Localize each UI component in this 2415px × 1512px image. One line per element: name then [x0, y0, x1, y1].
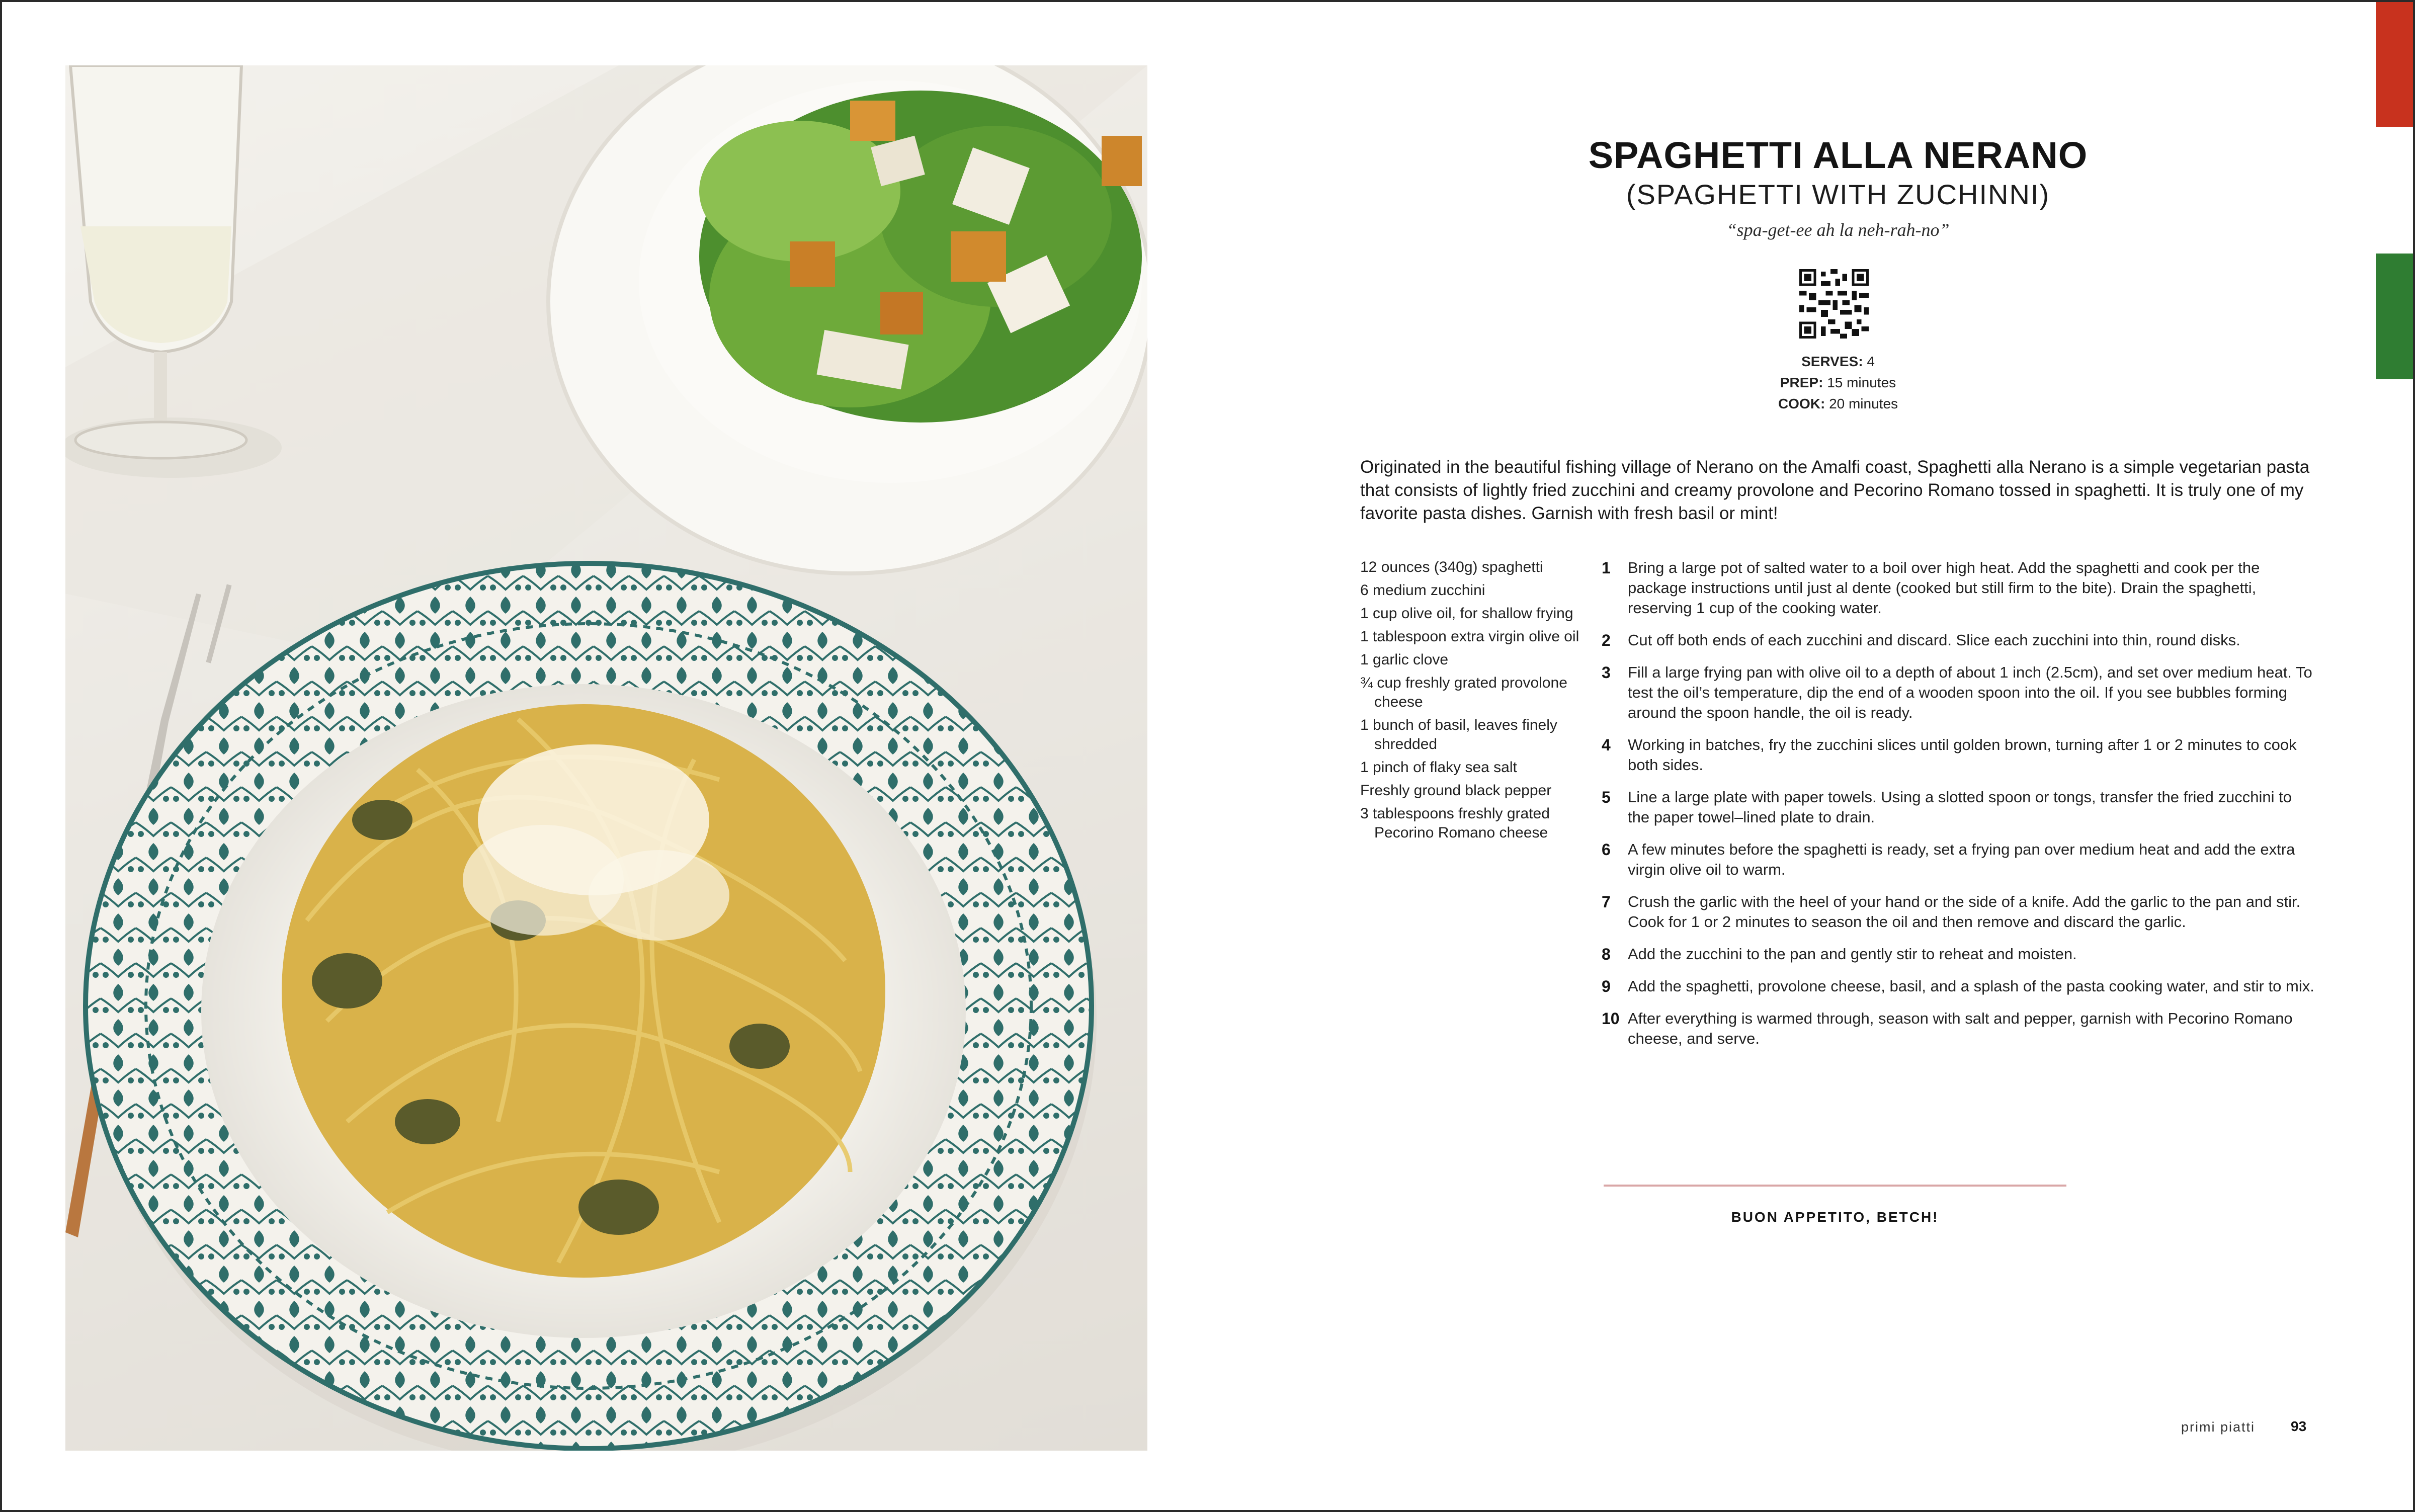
- instruction-step: [1602, 1009, 2316, 1049]
- recipe-intro: Originated in the beautiful fishing village of Nerano on the Amalfi coast, Spaghetti alla Nerano is a simple vegetarian pasta that consists of lightly fried zucchini and creamy provolone and Pecorino Romano tossed in spaghetti. It is truly one of my favorite pasta dishes. Garnish with fresh basil or mint!: [1360, 457, 2310, 523]
- step-text: After everything is warmed through, season with salt and pepper, garnish with Pecorino Romano cheese, and serve.: [1628, 1010, 2293, 1047]
- step-text: Crush the garlic with the heel of your hand or the side of a knife. Add the garlic to the pan and stir. Cook for 1 or 2 minutes to season the oil and then remove and discard the garlic.: [1628, 893, 2301, 931]
- cook-value: 20 minutes: [1829, 396, 1898, 411]
- instruction-step: [1602, 558, 2316, 618]
- recipe-meta: [1360, 351, 2316, 414]
- pronunciation: “spa-get-ee ah la neh-rah-no”: [1726, 220, 1950, 240]
- recipe-photo: [65, 65, 1147, 1451]
- instruction-step: [1602, 976, 2316, 996]
- serves-line: [1360, 351, 2316, 372]
- instruction-step: [1602, 787, 2316, 827]
- ingredient-item: 1 garlic clove: [1360, 651, 1449, 668]
- recipe-title: SPAGHETTI ALLA NERANO: [1588, 134, 2088, 176]
- instruction-step: [1602, 662, 2316, 723]
- prep-label: PREP:: [1780, 375, 1823, 390]
- page-number: 93: [2291, 1418, 2307, 1434]
- footer-section-name: primi piatti: [2181, 1419, 2256, 1435]
- step-text: Fill a large frying pan with olive oil to a depth of about 1 inch (2.5cm), and set over medium heat. To test the oil’s temperature, dip the end of a wooden spoon into the oil. If you see bubbles forming around the spoon handle, the oil is ready.: [1628, 663, 2312, 721]
- prep-value: 15 minutes: [1827, 375, 1896, 390]
- step-text: Cut off both ends of each zucchini and discard. Slice each zucchini into thin, round disks.: [1628, 631, 2240, 649]
- instruction-step: [1602, 839, 2316, 880]
- ingredient-item: 3 tablespoons freshly grated Pecorino Romano cheese: [1360, 805, 1550, 841]
- step-number: 9: [1602, 977, 1611, 995]
- ingredient-item: Freshly ground black pepper: [1360, 782, 1552, 799]
- serves-label: SERVES:: [1801, 354, 1863, 369]
- step-text: Add the zucchini to the pan and gently stir to reheat and moisten.: [1628, 945, 2077, 963]
- ingredient-item: 6 medium zucchini: [1360, 582, 1485, 599]
- step-number: 7: [1602, 893, 1611, 911]
- step-number: 10: [1602, 1010, 1620, 1028]
- step-number: 5: [1602, 788, 1611, 806]
- flag-tab-green: [2376, 254, 2413, 379]
- step-text: A few minutes before the spaghetti is ready, set a frying pan over medium heat and add the extra virgin olive oil to warm.: [1628, 841, 2295, 878]
- step-number: 6: [1602, 841, 1611, 859]
- step-number: 8: [1602, 945, 1611, 963]
- cook-label: COOK:: [1778, 396, 1825, 411]
- ingredient-item: 1 tablespoon extra virgin olive oil: [1360, 628, 1579, 645]
- serves-value: 4: [1867, 354, 1875, 369]
- cook-line: [1360, 393, 2316, 414]
- ingredient-item: 12 ounces (340g) spaghetti: [1360, 559, 1543, 575]
- salad-plate: [548, 65, 1147, 573]
- instruction-step: [1602, 892, 2316, 932]
- instruction-step: [1602, 735, 2316, 775]
- ingredient-item: 1 cup olive oil, for shallow frying: [1360, 605, 1573, 622]
- recipe-subtitle: (SPAGHETTI WITH ZUCHINNI): [1626, 179, 2050, 210]
- step-number: 1: [1602, 559, 1611, 577]
- ingredient-list: [1360, 558, 1581, 847]
- instruction-step: [1602, 944, 2316, 964]
- step-number: 4: [1602, 736, 1611, 754]
- instruction-list: [1602, 558, 2316, 1061]
- step-text: Bring a large pot of salted water to a boil over high heat. Add the spaghetti and cook per the package instructions until just al dente (cooked but still firm to the bite). Drain the spaghetti, reserving 1 cup of the cooking water.: [1628, 559, 2260, 617]
- pasta-bowl: [86, 563, 1097, 1451]
- step-number: 2: [1602, 631, 1611, 649]
- signoff: BUON APPETITO, BETCH!: [1731, 1209, 1939, 1225]
- signoff-divider: [1604, 1185, 2066, 1187]
- qr-code-icon[interactable]: [1799, 269, 1869, 339]
- step-text: Working in batches, fry the zucchini slices until golden brown, turning after 1 or 2 minutes to cook both sides.: [1628, 736, 2297, 774]
- step-text: Add the spaghetti, provolone cheese, basil, and a splash of the pasta cooking water, and stir to mix.: [1628, 977, 2314, 995]
- instruction-step: [1602, 630, 2316, 650]
- ingredient-item: 1 bunch of basil, leaves finely shredded: [1360, 717, 1557, 752]
- ingredient-item: ¾ cup freshly grated provolone cheese: [1360, 675, 1567, 710]
- ingredient-item: 1 pinch of flaky sea salt: [1360, 759, 1517, 776]
- prep-line: [1360, 372, 2316, 393]
- step-text: Line a large plate with paper towels. Using a slotted spoon or tongs, transfer the fried zucchini to the paper towel–lined plate to drain.: [1628, 788, 2292, 826]
- flag-tab-red: [2376, 2, 2413, 127]
- step-number: 3: [1602, 663, 1611, 682]
